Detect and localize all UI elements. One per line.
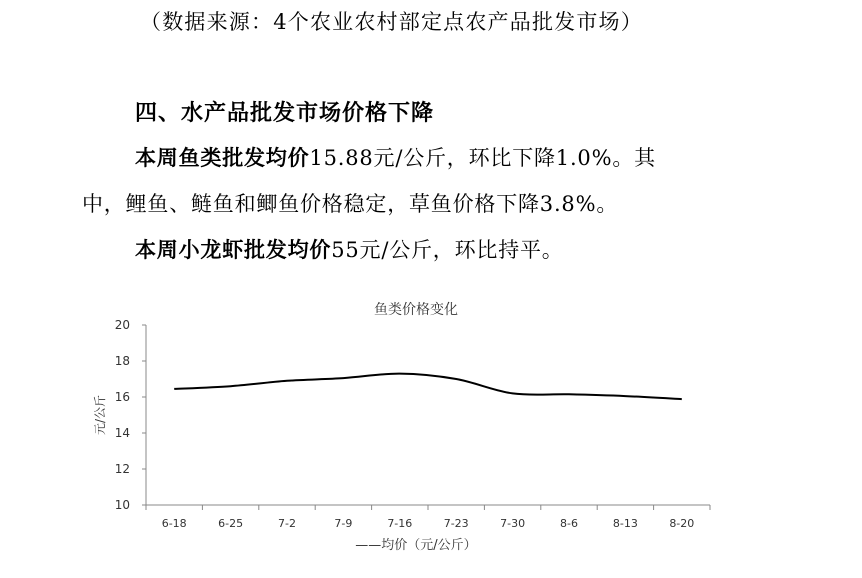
fish-price-text: 15.88元/公斤，环比下降1.0%。其 <box>309 146 656 170</box>
x-tick-label: 6-18 <box>161 517 187 530</box>
x-tick-label: 7-16 <box>387 517 413 530</box>
y-tick-label: 10 <box>114 498 130 512</box>
y-tick-label: 14 <box>114 426 130 440</box>
fish-detail-text: 中，鲤鱼、鲢鱼和鲫鱼价格稳定，草鱼价格下降3.8%。 <box>82 192 619 216</box>
crayfish-price-text: 55元/公斤，环比持平。 <box>331 238 564 262</box>
fish-price-paragraph-continued <box>82 188 618 218</box>
x-tick-group <box>146 505 710 530</box>
chart-legend: ——均价（元/公斤） <box>355 538 477 553</box>
x-tick-label: 8-20 <box>669 517 695 530</box>
crayfish-price-paragraph <box>135 234 564 264</box>
section-heading: 四、水产品批发市场价格下降 <box>135 100 435 126</box>
x-tick-label: 6-25 <box>218 517 244 530</box>
chart-title: 鱼类价格变化 <box>374 302 458 318</box>
x-tick-label: 7-9 <box>334 517 353 530</box>
fish-price-label: 本周鱼类批发均价 <box>135 145 310 170</box>
x-tick-label: 7-23 <box>443 517 469 530</box>
data-source-note: （数据来源：4个农业农村部定点农产品批发市场） <box>140 10 643 34</box>
x-tick-label: 8-13 <box>612 517 638 530</box>
y-tick-label: 12 <box>114 462 130 476</box>
y-tick-group <box>115 318 146 512</box>
fish-price-chart <box>80 290 720 565</box>
x-tick-label: 8-6 <box>560 517 578 530</box>
x-tick-label: 7-2 <box>278 517 296 530</box>
fish-price-paragraph <box>135 142 656 172</box>
x-tick-label: 7-30 <box>500 517 526 530</box>
y-tick-label: 16 <box>114 390 130 404</box>
crayfish-price-label: 本周小龙虾批发均价 <box>135 237 332 262</box>
y-tick-label: 18 <box>114 354 130 368</box>
y-axis-label: 元/公斤 <box>93 394 107 436</box>
y-tick-label: 20 <box>114 318 130 332</box>
series-line-average-price <box>174 374 682 400</box>
